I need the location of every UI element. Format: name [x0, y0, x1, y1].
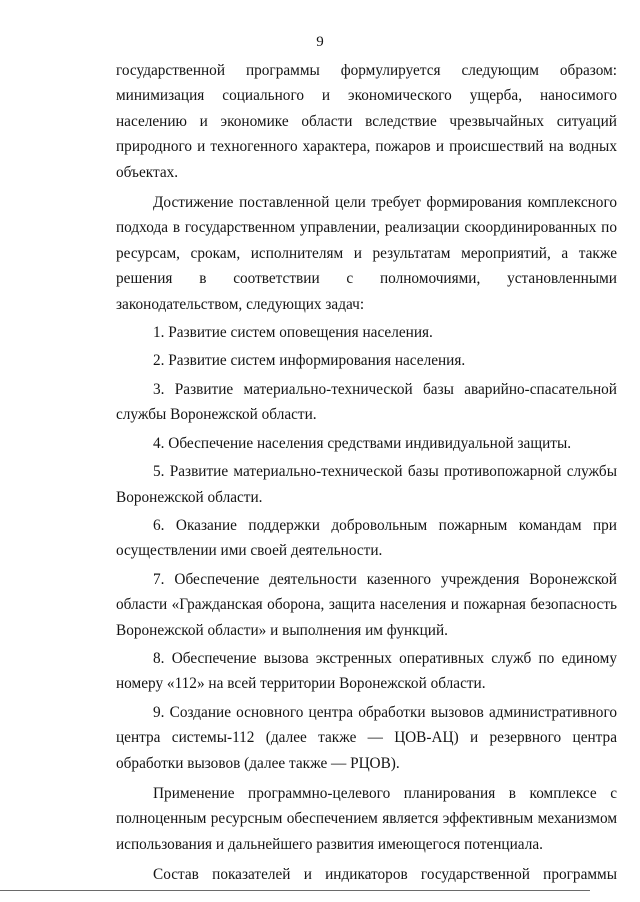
task-item-9: 9. Создание основного центра обработки вызовов административного центра системы-112 (далее также — ЦОВ-АЦ) и резервного центра обработки вызовов (далее также — РЦОВ).	[116, 703, 617, 772]
task-item-3: 3. Развитие материально-технической базы аварийно-спасательной службы Воронежской области.	[116, 380, 617, 424]
document-body	[116, 58, 617, 888]
approach-paragraph: Достижение поставленной цели требует формирования комплексного подхода в государственном управлении, реализации скоординированных по ресурсам, срокам, исполнителям и результатам мероприятий, а также решения в соответствии с полномочиями, установленными законодательством, следующих задач:	[116, 194, 617, 313]
goal-paragraph: государственной программы формулируется следующим образом: минимизация социального и экономического ущерба, наносимого населению и экономике области вследствие чрезвычайных ситуаций природного и техногенного характера, пожаров и происшествий на водных объектах.	[116, 62, 617, 181]
task-item-4: 4. Обеспечение населения средствами индивидуальной защиты.	[153, 434, 572, 452]
footer-rule	[0, 890, 590, 891]
task-item-5: 5. Развитие материально-технической базы противопожарной службы Воронежской области.	[116, 463, 617, 506]
page-number: 9	[316, 34, 324, 50]
task-item-6: 6. Оказание поддержки добровольным пожарным командам при осуществлении ими своей деятельности.	[116, 516, 617, 560]
planning-paragraph: Применение программно-целевого планирования в комплексе с полноценным ресурсным обеспечением является эффективным механизмом использования и дальнейшего развития имеющегося потенциала.	[116, 784, 617, 853]
task-item-8: 8. Обеспечение вызова экстренных оперативных служб по единому номеру «112» на всей территории Воронежской области.	[116, 649, 617, 693]
task-item-7: 7. Обеспечение деятельности казенного учреждения Воронежской области «Гражданская оборона, защита населения и пожарная безопасность Воронежской области» и выполнения им функций.	[116, 570, 617, 639]
task-item-1: 1. Развитие систем оповещения населения.	[153, 324, 433, 342]
indicators-paragraph: Состав показателей и индикаторов государственной программы	[153, 866, 617, 884]
task-item-2: 2. Развитие систем информирования населения.	[153, 352, 466, 370]
